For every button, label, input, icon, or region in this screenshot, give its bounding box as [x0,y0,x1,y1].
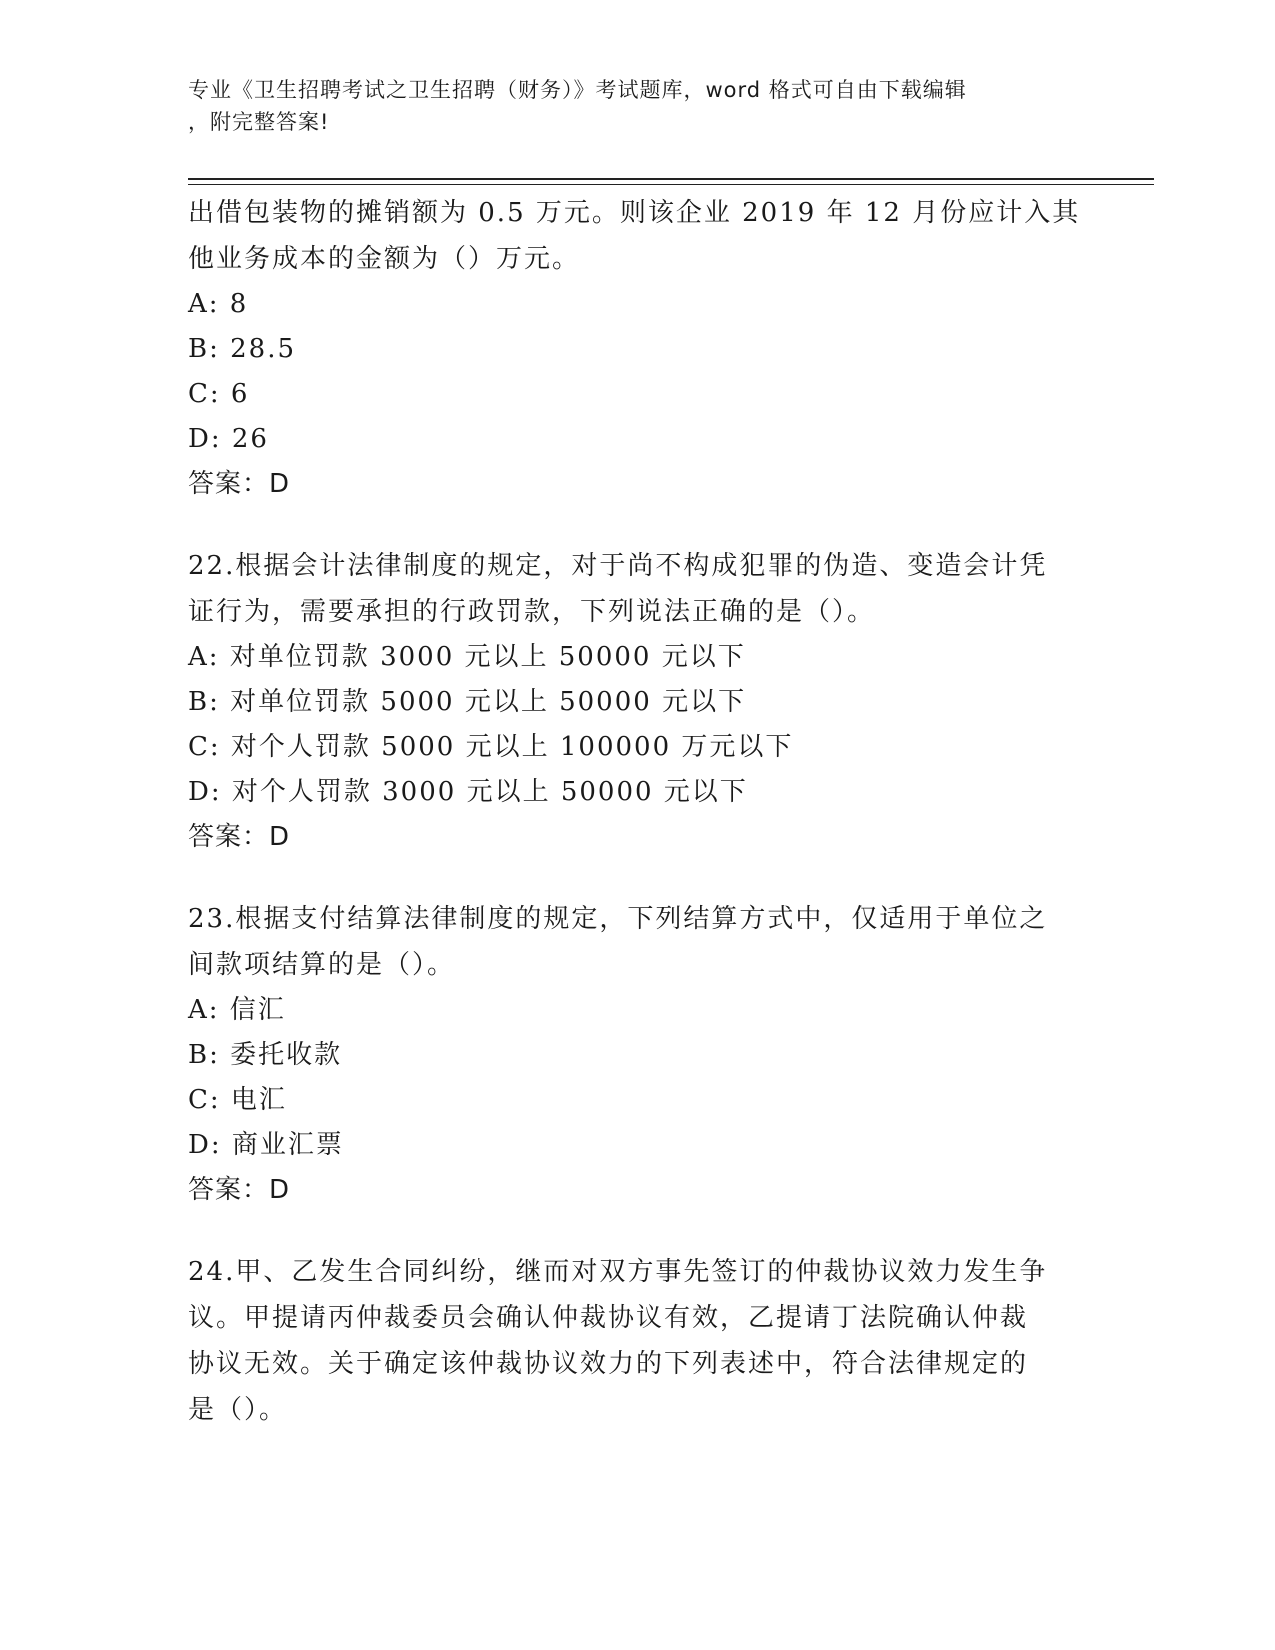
option-c: C: 对个人罚款 5000 元以上 100000 万元以下 [188,732,794,762]
question-stem-line: 22.根据会计法律制度的规定，对于尚不构成犯罪的伪造、变造会计凭 [188,551,1048,581]
document-header [188,74,1068,138]
question-list [188,190,1088,1433]
question-stem-line: 间款项结算的是（）。 [188,950,456,980]
question-block [188,190,1088,507]
question-stem-line: 协议无效。关于确定该仲裁协议效力的下列表述中，符合法律规定的 [188,1349,1029,1379]
option-b: B: 28.5 [188,334,297,364]
question-block [188,1249,1088,1433]
option-d: D: 商业汇票 [188,1130,344,1160]
header-rule-thin [188,184,1154,185]
question-stem-line: 他业务成本的金额为（）万元。 [188,244,581,274]
option-b: B: 对单位罚款 5000 元以上 50000 元以下 [188,687,747,717]
question-stem-line: 议。甲提请丙仲裁委员会确认仲裁协议有效，乙提请丁法院确认仲裁 [188,1303,1029,1333]
answer: 答案：D [188,1175,291,1205]
option-c: C: 电汇 [188,1085,287,1115]
header-rule-thick [188,178,1154,180]
question-stem-line: 23.根据支付结算法律制度的规定，下列结算方式中，仅适用于单位之 [188,904,1048,934]
option-d: D: 对个人罚款 3000 元以上 50000 元以下 [188,777,748,807]
option-a: A: 对单位罚款 3000 元以上 50000 元以下 [188,642,746,672]
question-block [188,543,1088,860]
question-stem-line: 24.甲、乙发生合同纠纷，继而对双方事先签订的仲裁协议效力发生争 [188,1257,1048,1287]
header-line-2: ，附完整答案! [188,110,330,134]
question-block [188,896,1088,1213]
answer: 答案：D [188,822,291,852]
answer: 答案：D [188,469,291,499]
question-stem-line: 出借包装物的摊销额为 0.5 万元。则该企业 2019 年 12 月份应计入其 [188,198,1081,228]
header-line-1: 专业《卫生招聘考试之卫生招聘（财务）》考试题库，word 格式可自由下载编辑 [188,78,967,102]
option-a: A: 信汇 [188,995,286,1025]
option-d: D: 26 [188,424,269,454]
option-a: A: 8 [188,289,249,319]
option-b: B: 委托收款 [188,1040,343,1070]
question-stem-line: 证行为，需要承担的行政罚款，下列说法正确的是（）。 [188,597,876,627]
option-c: C: 6 [188,379,250,409]
question-stem-line: 是（）。 [188,1395,288,1425]
